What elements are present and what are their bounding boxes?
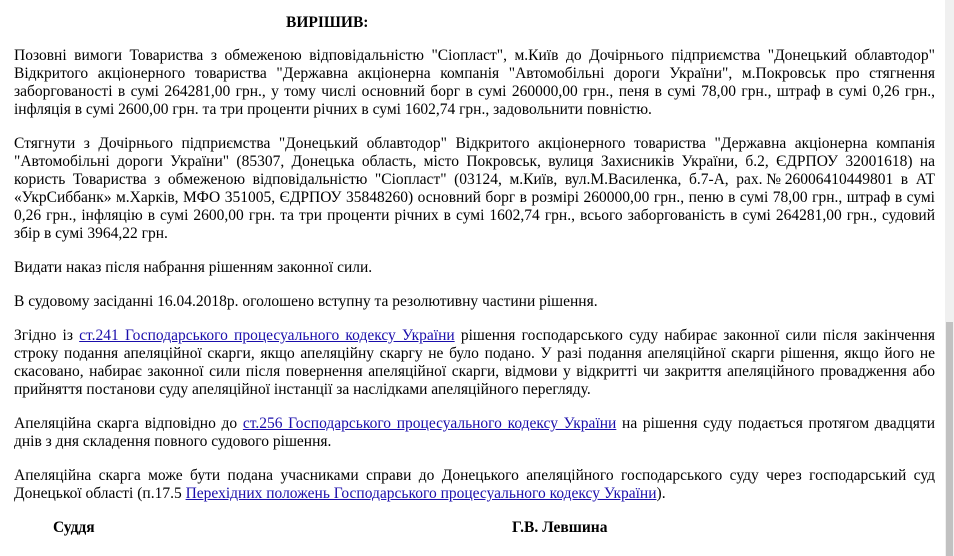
- paragraph-text: рішення господарського суду набирає законної сили після закінчення строку подання апеляційної скарги, якщо апеляційну скаргу не було подано. У разі подання апеляційної скарги рішення, якщо його не скасовано, набирає законної сили після повернення апеляційної скарги, відмови у відкритті чи закриття апеляційного провадження або прийняття постанови суду апеляційної інстанції за наслідками апеляційного перегляду.: [14, 327, 935, 398]
- paragraph-text: Згідно із: [14, 327, 80, 344]
- paragraph-text: ).: [656, 485, 666, 502]
- decision-content: [14, 0, 935, 537]
- paragraph-legal-force: [14, 327, 935, 399]
- signature-name: Г.В. Левшина: [512, 519, 608, 536]
- signature-role: Суддя: [53, 519, 95, 536]
- paragraph-issue-order: Видати наказ після набрання рішенням законної сили.: [14, 259, 373, 276]
- law-link-art-241[interactable]: ст.241 Господарського процесуального кодексу України: [79, 327, 455, 344]
- law-link-art-256[interactable]: ст.256 Господарського процесуального кодексу України: [242, 415, 617, 432]
- paragraph-recovery: Стягнути з Дочірнього підприємства "Донецький облавтодор" Відкритого акціонерного товариства "Державна акціонерна компанія "Автомобільні дороги України" (85307, Донецька область, місто Покровськ, вулиця Захисників України, б.2, ЄДРПОУ 32001618) на користь Товариства з обмеженою відповідальністю "Сіопласт" (03124, м.Київ, вул.М.Василенка, б.7-А, рах.№26006410449801 в АТ «УкрСиббанк» м.Харків, МФО 351005, ЄДРПОУ 35848260) основний борг в розмірі 260000,00 грн., пеню в сумі 78,00 грн., штраф в сумі 0,26 грн., інфляцію в сумі 2600,00 грн. та три проценти річних в сумі 1602,74 грн., всього заборгованість в сумі 264281,00 грн., судовий збір в сумі 3964,22 грн.: [14, 135, 935, 242]
- paragraph-hearing-announcement: В судовому засіданні 16.04.2018р. оголошено вступну та резолютивну частини рішення.: [14, 293, 598, 310]
- vertical-scrollbar[interactable]: [945, 0, 954, 556]
- paragraph-text: Апеляційна скарга може бути подана учасниками справи до Донецького апеляційного господарського суду через господарський суд Донецької області (п.17.5: [14, 467, 935, 502]
- paragraph-appeal-route: [14, 467, 935, 503]
- paragraph-appeal-term: [14, 415, 935, 451]
- paragraph-text: Апеляційна скарга відповідно до: [14, 415, 243, 432]
- signature-block: [14, 519, 935, 537]
- scrollbar-thumb[interactable]: [946, 322, 953, 556]
- law-link-transitional-provisions[interactable]: Перехідних положень Господарського процесуального кодексу України: [185, 485, 657, 502]
- decision-heading: ВИРІШИВ:: [286, 14, 369, 31]
- paragraph-text: на рішення суду подається протягом двадцяти днів з дня складення повного судового рішення.: [14, 415, 935, 450]
- paragraph-claims-satisfied: Позовні вимоги Товариства з обмеженою відповідальністю "Сіопласт", м.Київ до Дочірнього підприємства "Донецький облавтодор" Відкритого акціонерного товариства "Державна акціонерна компанія "Автомобільні дороги України", м.Покровськ про стягнення заборгованості в сумі 264281,00 грн., у тому числі основний борг в сумі 260000,00 грн., пеня в сумі 78,00 грн., штраф в сумі 0,26 грн., інфляція в сумі 2600,00 грн. та три проценти річних в сумі 1602,74 грн., задовольнити повністю.: [14, 47, 935, 118]
